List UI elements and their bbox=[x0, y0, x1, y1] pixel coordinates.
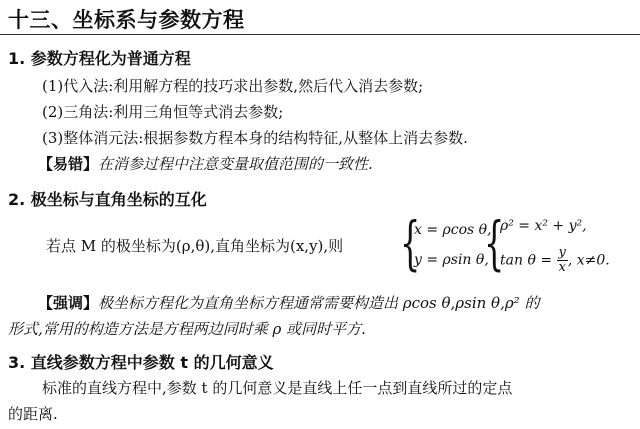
s2-note bbox=[38, 293, 539, 313]
eq-rho-squared: ρ² = x² + y², bbox=[500, 218, 587, 234]
eq-y: y = ρsin θ, bbox=[414, 252, 489, 268]
s2-sentence: 若点 M 的极坐标为(ρ,θ),直角坐标为(x,y),则 bbox=[46, 237, 344, 255]
eq-tan-tail: , x≠0. bbox=[567, 252, 610, 269]
eq-tan-numerator: y bbox=[558, 245, 566, 260]
page-title: 十三、坐标系与参数方程 bbox=[8, 8, 245, 32]
left-brace: { bbox=[400, 209, 421, 277]
s1-note-tag: 【易错】 bbox=[38, 155, 99, 173]
section-1-heading: 1. 参数方程化为普通方程 bbox=[8, 49, 191, 68]
title-divider bbox=[0, 34, 640, 35]
s1-item-1: (1)代入法:利用解方程的技巧求出参数,然后代入消去参数; bbox=[42, 77, 424, 95]
s1-item-3: (3)整体消元法:根据参数方程本身的结构特征,从整体上消去参数. bbox=[42, 129, 468, 147]
s1-item-2: (2)三角法:利用三角恒等式消去参数; bbox=[42, 103, 284, 121]
eq-tan-denominator: x bbox=[558, 260, 566, 275]
section-2-heading: 2. 极坐标与直角坐标的互化 bbox=[8, 190, 207, 209]
s3-text-2: 的距离. bbox=[8, 405, 58, 423]
s1-note bbox=[38, 154, 373, 174]
right-brace: { bbox=[484, 209, 505, 277]
eq-tan-fraction bbox=[557, 246, 568, 275]
s2-note-text-2: 形式,常用的构造方法是方程两边同时乘 ρ 或同时平方. bbox=[8, 320, 366, 338]
eq-tan bbox=[500, 246, 610, 275]
s2-note-text-1: 极坐标方程化为直角坐标方程通常需要构造出 ρcos θ,ρsin θ,ρ² 的 bbox=[98, 294, 540, 312]
s3-text-1: 标准的直线方程中,参数 t 的几何意义是直线上任一点到直线所过的定点 bbox=[42, 379, 513, 397]
conversion-system bbox=[400, 209, 636, 280]
s1-note-text: 在消参过程中注意变量取值范围的一致性. bbox=[98, 155, 373, 173]
section-3-heading: 3. 直线参数方程中参数 t 的几何意义 bbox=[8, 353, 274, 372]
eq-tan-lhs: tan θ = bbox=[500, 252, 553, 269]
s2-note-tag: 【强调】 bbox=[38, 294, 99, 312]
eq-x: x = ρcos θ, bbox=[414, 222, 492, 238]
